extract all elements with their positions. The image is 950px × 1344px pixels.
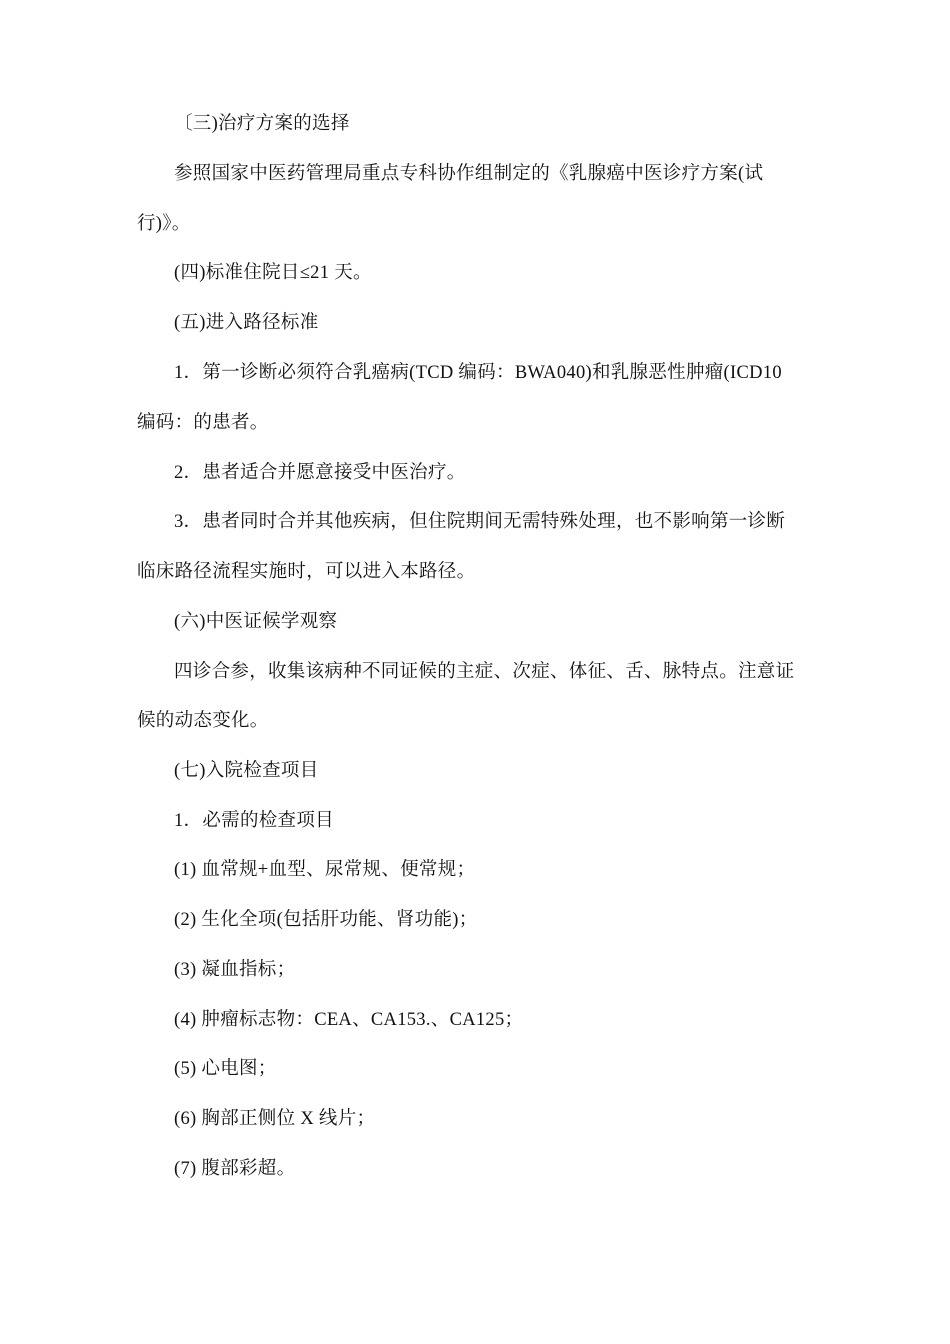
section-heading-entry-criteria: (五)进入路径标准	[174, 313, 319, 333]
list-item: (2) 生化全项(包括肝功能、肾功能)；	[174, 910, 478, 930]
list-item: (4) 肿瘤标志物：CEA、CA153.、CA125；	[174, 1010, 524, 1030]
paragraph-line: 2．患者适合并愿意接受中医治疗。	[174, 463, 466, 483]
paragraph-line: 编码：的患者。	[137, 413, 269, 433]
list-item: (5) 心电图；	[174, 1059, 277, 1079]
paragraph-line: 临床路径流程实施时，可以进入本路径。	[137, 562, 476, 582]
list-item: (7) 腹部彩超。	[174, 1159, 296, 1179]
list-item: (3) 凝血指标；	[174, 960, 296, 980]
paragraph-line: 3．患者同时合并其他疾病，但住院期间无需特殊处理，也不影响第一诊断	[174, 512, 786, 532]
paragraph-line: 候的动态变化。	[137, 711, 269, 731]
paragraph-line: 参照国家中医药管理局重点专科协作组制定的《乳腺癌中医诊疗方案(试	[174, 164, 764, 184]
list-item: (6) 胸部正侧位 X 线片；	[174, 1109, 376, 1129]
paragraph-line: 1．第一诊断必须符合乳癌病(TCD 编码：BWA040)和乳腺恶性肿瘤(ICD10	[174, 363, 782, 383]
section-heading-admission-exams: (七)入院检查项目	[174, 761, 319, 781]
section-heading-hospital-stay: (四)标准住院日≤21 天。	[174, 263, 372, 283]
section-heading-treatment-plan: 〔三)治疗方案的选择	[174, 114, 350, 134]
list-item: (1) 血常规+血型、尿常规、便常规；	[174, 860, 476, 880]
paragraph-line: 行)》。	[137, 214, 191, 234]
paragraph-line: 四诊合参，收集该病种不同证候的主症、次症、体征、舌、脉特点。注意证	[174, 662, 795, 682]
section-heading-tcm-observation: (六)中医证候学观察	[174, 612, 338, 632]
subsection-heading-required-exams: 1．必需的检查项目	[174, 811, 334, 831]
